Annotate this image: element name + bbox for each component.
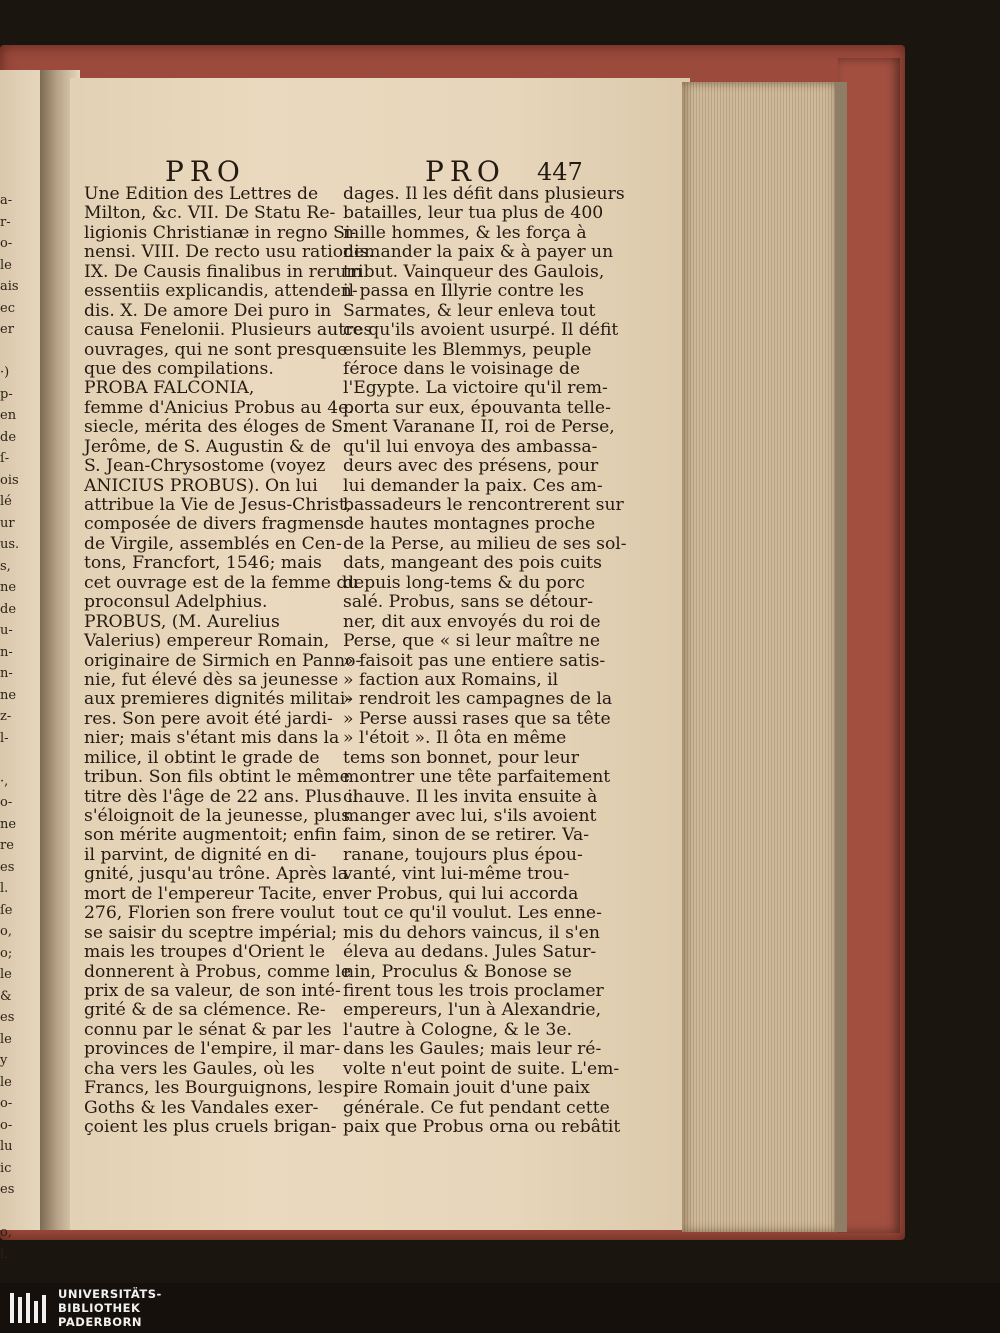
edge-fragment: &: [0, 988, 12, 1004]
edge-fragment: ·): [0, 365, 10, 380]
edge-fragment: o-: [0, 236, 13, 251]
text-line: gnité, jusqu'au trône. Après la: [84, 864, 348, 885]
edge-fragment: ur: [0, 515, 15, 531]
text-line: Goths & les Vandales exer-: [84, 1097, 319, 1118]
text-line: donnerent à Probus, comme le: [84, 961, 352, 982]
text-line: IX. De Causis finalibus in rerum: [84, 261, 363, 282]
text-line: qu'il lui envoya des ambassa-: [343, 436, 598, 457]
text-line: manger avec lui, s'ils avoient: [343, 806, 597, 826]
edge-fragment: en: [0, 408, 17, 423]
text-line: il passa en Illyrie contre les: [343, 281, 584, 302]
text-line: grité & de sa clémence. Re-: [84, 1000, 326, 1021]
text-line: femme d'Anicius Probus au 4e.: [84, 397, 354, 418]
text-line: depuis long-tems & du porc: [343, 572, 585, 593]
text-line: ensuite les Blemmys, peuple: [343, 339, 592, 360]
edge-fragment: o-: [0, 795, 13, 810]
edge-fragment: ſ-: [0, 451, 10, 466]
text-line: prix de sa valeur, de son inté-: [84, 980, 341, 1001]
edge-fragment: le: [0, 257, 12, 273]
text-line: ligionis Christianæ in regno Si-: [84, 222, 357, 243]
text-line: » faction aux Romains, il: [343, 669, 559, 690]
text-line: porta sur eux, épouvanta telle-: [343, 397, 611, 418]
edge-fragment: a-: [0, 193, 13, 208]
text-line: milice, il obtint le grade de: [84, 747, 320, 768]
text-line: PROBUS, (M. Aurelius: [84, 611, 280, 632]
edge-fragment: u-: [0, 623, 13, 638]
library-name: [58, 1287, 162, 1329]
edge-fragment: ne: [0, 580, 17, 595]
text-line: » rendroit les campagnes de la: [343, 689, 613, 710]
text-line: ner, dit aux envoyés du roi de: [343, 611, 601, 632]
text-line: çoient les plus cruels brigan-: [84, 1117, 337, 1137]
text-line: l'Egypte. La victoire qu'il rem-: [343, 378, 608, 399]
text-line: salé. Probus, sans se détour-: [343, 592, 594, 613]
edge-fragment: de: [0, 601, 17, 617]
text-line: nie, fut élevé dès sa jeunesse: [84, 669, 339, 690]
text-line: ce qu'ils avoient usurpé. Il défit: [343, 320, 619, 341]
edge-fragment: ec: [0, 300, 15, 316]
library-name-line: BIBLIOTHEK: [58, 1301, 141, 1315]
library-name-line: UNIVERSITÄTS-: [58, 1287, 162, 1301]
text-line: demander la paix & à payer un: [343, 242, 614, 263]
text-line: cet ouvrage est de la femme du: [84, 572, 359, 593]
edge-fragment: r-: [0, 214, 11, 230]
edge-fragment: lé: [0, 494, 12, 509]
text-line: 276, Florien son frere voulut: [84, 903, 335, 924]
edge-fragment: ic: [0, 1160, 12, 1176]
library-name-line: PADERBORN: [58, 1315, 143, 1329]
text-line: bassadeurs le rencontrerent sur: [343, 495, 624, 515]
edge-fragment: le: [0, 967, 12, 982]
text-line: Une Edition des Lettres de: [84, 184, 319, 204]
edge-fragment: ne: [0, 687, 17, 703]
edge-fragment: [0, 749, 16, 771]
text-line: tems son bonnet, pour leur: [343, 747, 579, 768]
text-line: res. Son pere avoit été jardi-: [84, 708, 333, 729]
text-line: vanté, vint lui-même trou-: [343, 864, 570, 885]
edge-fragment: ne: [0, 816, 17, 832]
library-logo-icon: [8, 1291, 50, 1325]
text-line: nier; mais s'étant mis dans la: [84, 728, 340, 749]
text-line: son mérite augmentoit; enfin: [84, 825, 337, 846]
text-line: S. Jean-Chrysostome (voyez: [84, 456, 326, 477]
text-line: pire Romain jouit d'une paix: [343, 1078, 590, 1099]
text-line: connu par le sénat & par les: [84, 1019, 332, 1040]
edge-fragment: l.: [0, 1246, 9, 1262]
edge-fragment: o,: [0, 924, 12, 939]
text-line: » faisoit pas une entiere satis-: [343, 650, 606, 671]
book-cover-edge: [838, 58, 900, 1233]
text-line: tout ce qu'il voulut. Les enne-: [343, 903, 602, 924]
text-line: paix que Probus orna ou rebâtit: [343, 1117, 621, 1137]
edge-fragment: o-: [0, 1096, 13, 1111]
text-line: tribut. Vainqueur des Gaulois,: [343, 261, 605, 282]
page-number: 447: [537, 158, 583, 186]
text-line: mais les troupes d'Orient le: [84, 942, 326, 963]
text-line: il parvint, de dignité en di-: [84, 844, 317, 865]
text-line: dans les Gaules; mais leur ré-: [343, 1039, 602, 1060]
text-line: ver Probus, qui lui accorda: [343, 883, 579, 904]
edge-fragment: n-: [0, 644, 13, 660]
text-line: aux premieres dignités militai-: [84, 689, 352, 710]
text-line: féroce dans le voisinage de: [343, 358, 581, 379]
text-line: lui demander la paix. Ces am-: [343, 475, 603, 496]
edge-fragment: n-: [0, 666, 13, 681]
text-line: siecle, mérita des éloges de S.: [84, 417, 348, 438]
edge-fragment: p-: [0, 386, 13, 402]
text-line: de la Perse, au milieu de ses sol-: [343, 533, 627, 554]
edge-fragment: [0, 1201, 16, 1223]
page-block-shadow: [835, 82, 847, 1232]
text-line: batailles, leur tua plus de 400: [343, 203, 604, 224]
edge-fragment: s,: [0, 558, 11, 574]
text-line: nin, Proculus & Bonose se: [343, 961, 572, 982]
text-line: dis. X. De amore Dei puro in: [84, 300, 332, 321]
text-line: de hautes montagnes proche: [343, 514, 596, 535]
text-line: montrer une tête parfaitement: [343, 767, 611, 788]
text-line: éleva au dedans. Jules Satur-: [343, 942, 597, 963]
text-line: de Virgile, assemblés en Cen-: [84, 533, 342, 554]
text-line: titre dès l'âge de 22 ans. Plus il: [84, 786, 359, 807]
text-line: Francs, les Bourguignons, les: [84, 1078, 343, 1099]
text-line: PROBA FALCONIA,: [84, 378, 255, 399]
edge-fragment: ois: [0, 472, 19, 488]
text-line: empereurs, l'un à Alexandrie,: [343, 1000, 602, 1021]
text-line: faim, sinon de se retirer. Va-: [343, 825, 590, 846]
text-line: ouvrages, qui ne sont presque: [84, 339, 348, 360]
text-line: Jerôme, de S. Augustin & de: [84, 436, 331, 457]
text-line: cha vers les Gaules, où les: [84, 1058, 315, 1079]
edge-fragment: es: [0, 1010, 15, 1025]
edge-fragment: le: [0, 1031, 12, 1047]
edge-fragment: l.: [0, 881, 9, 896]
running-head-right: PRO: [425, 155, 506, 188]
text-line: que des compilations.: [84, 358, 274, 379]
edge-fragment: y: [0, 1053, 8, 1068]
text-line: originaire de Sirmich en Panno-: [84, 650, 362, 671]
text-line: mille hommes, & les força à: [343, 222, 587, 243]
text-line: mort de l'empereur Tacite, en: [84, 883, 344, 904]
left-page-fragments: [0, 190, 20, 1265]
edge-fragment: l-: [0, 730, 9, 746]
edge-fragment: es: [0, 859, 15, 875]
text-line: provinces de l'empire, il mar-: [84, 1039, 341, 1060]
text-line: générale. Ce fut pendant cette: [343, 1097, 610, 1118]
text-line: dages. Il les défit dans plusieurs: [343, 184, 625, 204]
text-line: proconsul Adelphius.: [84, 592, 268, 613]
edge-fragment: er: [0, 322, 14, 337]
text-line: ment Varanane II, roi de Perse,: [343, 417, 615, 438]
text-line: Milton, &c. VII. De Statu Re-: [84, 203, 336, 224]
text-line: ANICIUS PROBUS). On lui: [84, 475, 318, 496]
edge-fragment: de: [0, 429, 17, 445]
text-line: volte n'eut point de suite. L'em-: [343, 1058, 620, 1079]
text-line: tons, Francfort, 1546; mais: [84, 553, 322, 574]
edge-fragment: re: [0, 838, 14, 853]
edge-fragment: o;: [0, 945, 13, 961]
edge-fragment: ais: [0, 279, 19, 294]
text-line: l'autre à Cologne, & le 3e.: [343, 1019, 572, 1040]
text-line: » Perse aussi rases que sa tête: [343, 708, 611, 729]
footer-bar: [0, 1283, 1000, 1333]
text-line: Valerius) empereur Romain,: [84, 631, 330, 652]
text-line: deurs avec des présens, pour: [343, 456, 599, 477]
text-line: causa Fenelonii. Plusieurs autres: [84, 320, 373, 341]
text-line: mis du dehors vaincus, il s'en: [343, 922, 600, 943]
text-line: dats, mangeant des pois cuits: [343, 553, 602, 574]
edge-fragment: o-: [0, 1117, 13, 1133]
edge-fragment: [0, 341, 16, 363]
text-line: firent tous les trois proclamer: [343, 980, 604, 1001]
text-column-left: [84, 184, 374, 1137]
text-line: ranane, toujours plus épou-: [343, 844, 583, 865]
edge-fragment: es: [0, 1182, 15, 1197]
text-line: essentiis explicandis, attenden-: [84, 281, 358, 302]
text-line: nensi. VIII. De recto usu rationis.: [84, 242, 374, 263]
edge-fragment: o,: [0, 1225, 12, 1240]
text-line: Sarmates, & leur enleva tout: [343, 300, 596, 321]
edge-fragment: lu: [0, 1139, 13, 1154]
edge-fragment: ·,: [0, 773, 9, 789]
text-line: chauve. Il les invita ensuite à: [343, 786, 598, 807]
edge-fragment: z-: [0, 709, 12, 724]
running-head-left: PRO: [165, 155, 246, 188]
text-line: se saisir du sceptre impérial;: [84, 922, 338, 943]
edge-fragment: us.: [0, 537, 20, 552]
text-line: attribue la Vie de Jesus-Christ,: [84, 495, 352, 515]
edge-fragment: le: [0, 1074, 12, 1090]
edge-fragment: ſe: [0, 902, 13, 918]
text-line: s'éloignoit de la jeunesse, plus: [84, 806, 351, 826]
page-block-edges: [682, 82, 842, 1232]
text-line: » l'étoit ». Il ôta en même: [343, 728, 567, 749]
text-line: composée de divers fragmens: [84, 514, 344, 535]
text-column-right: [343, 184, 627, 1137]
text-line: tribun. Son fils obtint le même: [84, 767, 350, 788]
text-line: Perse, que « si leur maître ne: [343, 631, 601, 652]
